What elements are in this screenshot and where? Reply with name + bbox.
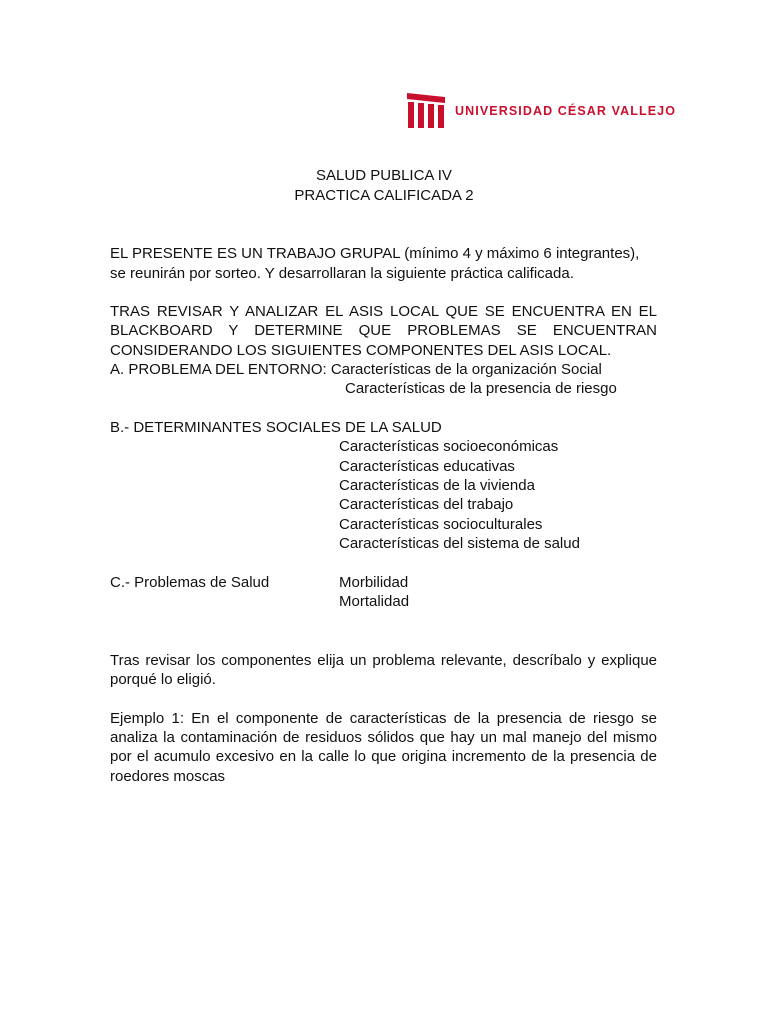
section-a-label: A. PROBLEMA DEL ENTORNO: Características de la organización Social <box>110 361 602 378</box>
example-line2: analiza la contaminación de residuos sólidos que hay un mal manejo del mismo <box>110 729 657 746</box>
intro-line1: EL PRESENTE ES UN TRABAJO GRUPAL (mínimo 4 y máximo 6 integrantes), <box>110 245 640 262</box>
example-line4: roedores moscas <box>110 768 226 785</box>
example-line1: Ejemplo 1: En el componente de características de la presencia de riesgo se <box>110 710 657 727</box>
section-c-item: Mortalidad <box>339 593 410 610</box>
task-line1: Tras revisar los componentes elija un problema relevante, descríbalo y explique <box>110 652 657 669</box>
document-title-line2: PRACTICA CALIFICADA 2 <box>294 187 474 204</box>
example-line3: por el acumulo excesivo en la calle lo que origina incremento de la presencia de <box>110 748 657 765</box>
section-c-item: Morbilidad <box>339 574 409 591</box>
section-b-item: Características del trabajo <box>339 496 514 513</box>
section-b-item: Características del sistema de salud <box>339 535 580 552</box>
task-line2: porqué lo eligió. <box>110 671 216 688</box>
instructions-line2: BLACKBOARD Y DETERMINE QUE PROBLEMAS SE ENCUENTRAN <box>110 322 657 339</box>
ucv-emblem-icon <box>407 93 445 129</box>
university-name: UNIVERSIDAD CÉSAR VALLEJO <box>455 104 677 118</box>
university-logo <box>407 93 676 129</box>
section-b-item: Características educativas <box>339 458 515 475</box>
section-b-item: Características socioeconómicas <box>339 438 559 455</box>
section-b-label: B.- DETERMINANTES SOCIALES DE LA SALUD <box>110 419 442 436</box>
section-b-item: Características de la vivienda <box>339 477 535 494</box>
intro-line2: se reunirán por sorteo. Y desarrollaran la siguiente práctica calificada. <box>110 265 574 282</box>
document-title-line1: SALUD PUBLICA IV <box>316 167 452 184</box>
instructions-line1: TRAS REVISAR Y ANALIZAR EL ASIS LOCAL QUE SE ENCUENTRA EN EL <box>110 303 657 320</box>
section-a-item: Características de la presencia de riesgo <box>345 380 617 397</box>
section-b-item: Características socioculturales <box>339 516 543 533</box>
instructions-line3: CONSIDERANDO LOS SIGUIENTES COMPONENTES DEL ASIS LOCAL. <box>110 342 612 359</box>
section-c-label: C.- Problemas de Salud <box>110 574 270 591</box>
